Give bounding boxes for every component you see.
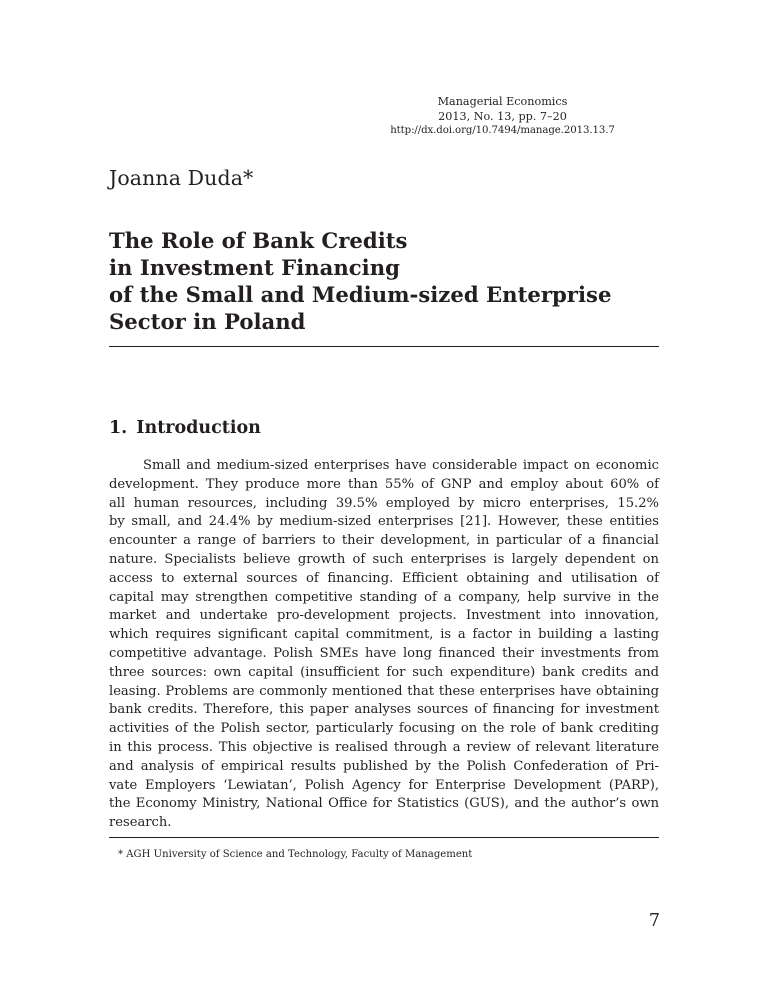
title-line: The Role of Bank Credits <box>109 228 408 253</box>
paragraph-line: Small and medium-sized enterprises have considerable impact on economic <box>143 458 659 473</box>
title-line: of the Small and Medium-sized Enterprise <box>109 282 612 307</box>
paragraph-line: three sources: own capital (insufficient for such expenditure) bank credits and <box>109 664 659 680</box>
paragraph-line: by small, and 24.4% by medium-sized enterprises [21]. However, these entities <box>109 514 659 530</box>
paragraph-line: nature. Specialists believe growth of such enterprises is largely dependent on <box>109 551 659 567</box>
paper-title <box>109 227 669 335</box>
section-title: Introduction <box>136 418 261 438</box>
paragraph-line: encounter a range of barriers to their development, in particular of a financial <box>109 533 659 549</box>
journal-name: Managerial Economics <box>437 95 568 108</box>
journal-info <box>390 95 615 139</box>
paragraph-line: vate Employers ‘Lewiatan’, Polish Agency for Enterprise Development (PARP), <box>109 777 659 793</box>
paragraph-line: the Economy Ministry, National Office for Statistics (GUS), and the author’s own <box>109 796 659 812</box>
journal-doi-link[interactable]: http://dx.doi.org/10.7494/manage.2013.13.7 <box>390 125 615 136</box>
introduction-paragraph <box>109 457 659 833</box>
section-number: 1. <box>109 418 128 438</box>
paragraph-line: competitive advantage. Polish SMEs have long financed their investments from <box>109 645 659 661</box>
author-name: Joanna Duda* <box>109 166 254 190</box>
paragraph-line: development. They produce more than 55% of GNP and employ about 60% of <box>109 476 659 492</box>
paragraph-line: activities of the Polish sector, particularly focusing on the role of bank crediting <box>109 721 659 737</box>
title-line: in Investment Financing <box>109 255 400 280</box>
paragraph-line: and analysis of empirical results published by the Polish Confederation of Pri- <box>109 758 659 774</box>
footnote-divider <box>109 837 659 838</box>
title-line: Sector in Poland <box>109 309 306 334</box>
paragraph-line: which requires significant capital commitment, is a factor in building a lasting <box>109 627 659 643</box>
author-affiliation-footnote: * AGH University of Science and Technology, Faculty of Management <box>118 849 473 860</box>
paragraph-line: all human resources, including 39.5% employed by micro enterprises, 15.2% <box>109 495 659 511</box>
paragraph-line: bank credits. Therefore, this paper analyses sources of financing for investment <box>109 702 659 718</box>
paragraph-line: market and undertake pro-development projects. Investment into innovation, <box>109 608 659 624</box>
paragraph-line: in this process. This objective is realised through a review of relevant literature <box>109 739 659 755</box>
journal-issue: 2013, No. 13, pp. 7–20 <box>438 109 567 123</box>
paragraph-line: capital may strengthen competitive standing of a company, help survive in the <box>109 589 659 605</box>
paragraph-line: access to external sources of financing. Efficient obtaining and utilisation of <box>109 570 659 586</box>
paragraph-line: research. <box>109 815 172 831</box>
section-heading <box>109 418 261 438</box>
page-number: 7 <box>648 911 660 931</box>
title-divider <box>109 346 659 347</box>
paragraph-line: leasing. Problems are commonly mentioned that these enterprises have obtaining <box>109 683 659 699</box>
